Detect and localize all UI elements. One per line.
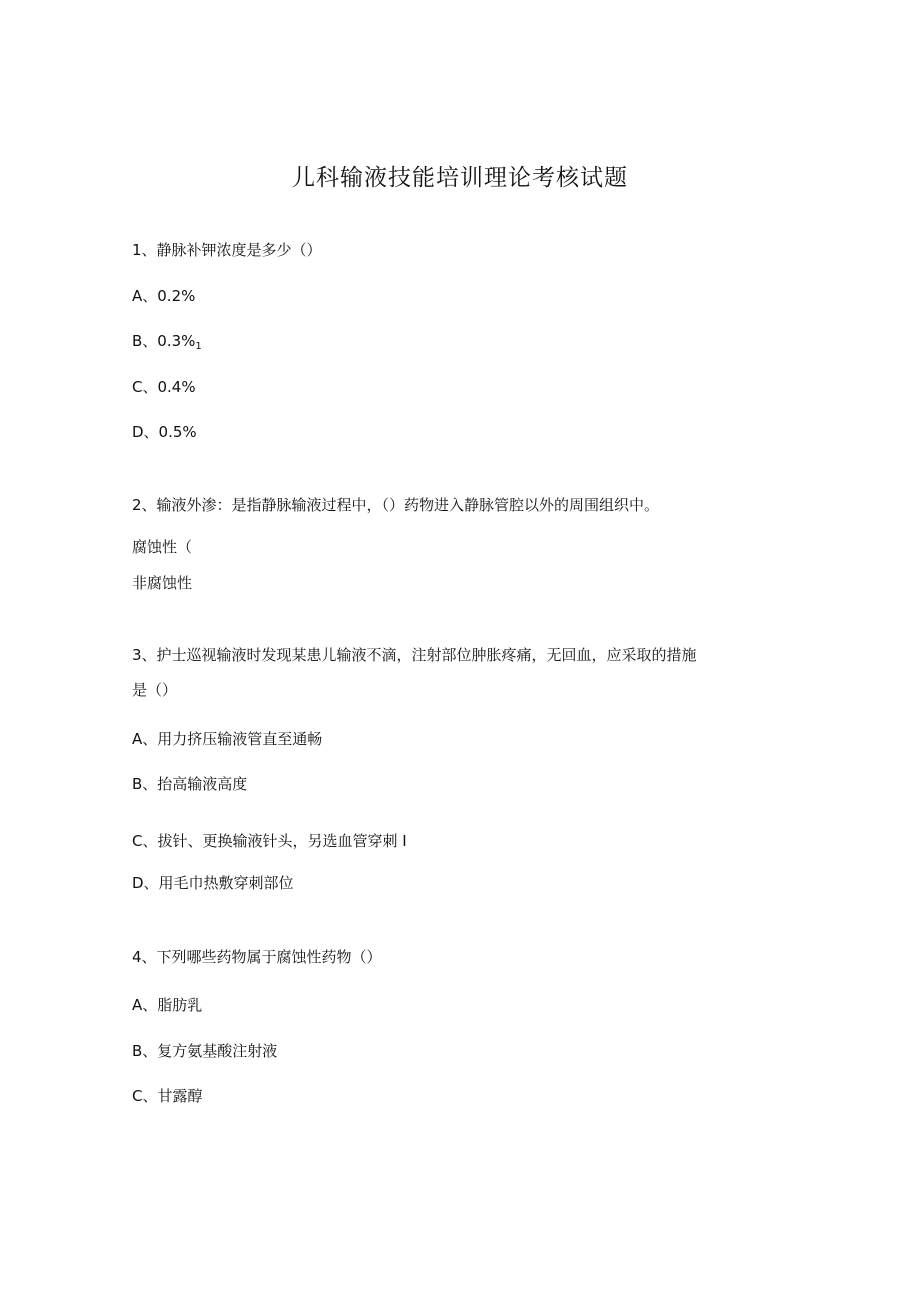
question-2-stem: 2、输液外渗：是指静脉输液过程中，（）药物进入静脉管腔以外的周围组织中。 xyxy=(132,496,660,514)
question-3-stem-line2: 是（） xyxy=(132,681,178,699)
question-4-option-b: B、复方氨基酸注射液 xyxy=(132,1042,278,1060)
option-b-text: B、0.3% xyxy=(132,332,196,350)
question-2-option-2: 非腐蚀性 xyxy=(132,574,193,592)
question-1-option-b xyxy=(132,330,202,358)
question-1-option-c: C、0.4% xyxy=(132,378,196,396)
question-1-option-a: A、0.2% xyxy=(132,287,196,305)
question-1-option-d: D、0.5% xyxy=(132,423,197,441)
option-b-mark: 1 xyxy=(195,341,202,352)
question-3-option-b: B、抬高输液高度 xyxy=(132,775,248,793)
question-3-option-d: D、用毛巾热敷穿刺部位 xyxy=(132,874,294,892)
question-3-option-a: A、用力挤压输液管直至通畅 xyxy=(132,730,323,748)
question-4-stem: 4、下列哪些药物属于腐蚀性药物（） xyxy=(132,948,382,966)
question-3-option-c: C、拔针、更换输液针头，另选血管穿刺 I xyxy=(132,832,407,850)
question-2-option-1: 腐蚀性（ xyxy=(132,538,193,556)
question-4-option-c: C、甘露醇 xyxy=(132,1087,203,1105)
question-3-stem-line1: 3、护士巡视输液时发现某患儿输液不滴，注射部位肿胀疼痛，无回血，应采取的措施 xyxy=(132,646,697,664)
question-4-option-a: A、脂肪乳 xyxy=(132,996,203,1014)
question-1-stem: 1、静脉补钾浓度是多少（） xyxy=(132,241,322,259)
page-title: 儿科输液技能培训理论考核试题 xyxy=(292,165,628,191)
